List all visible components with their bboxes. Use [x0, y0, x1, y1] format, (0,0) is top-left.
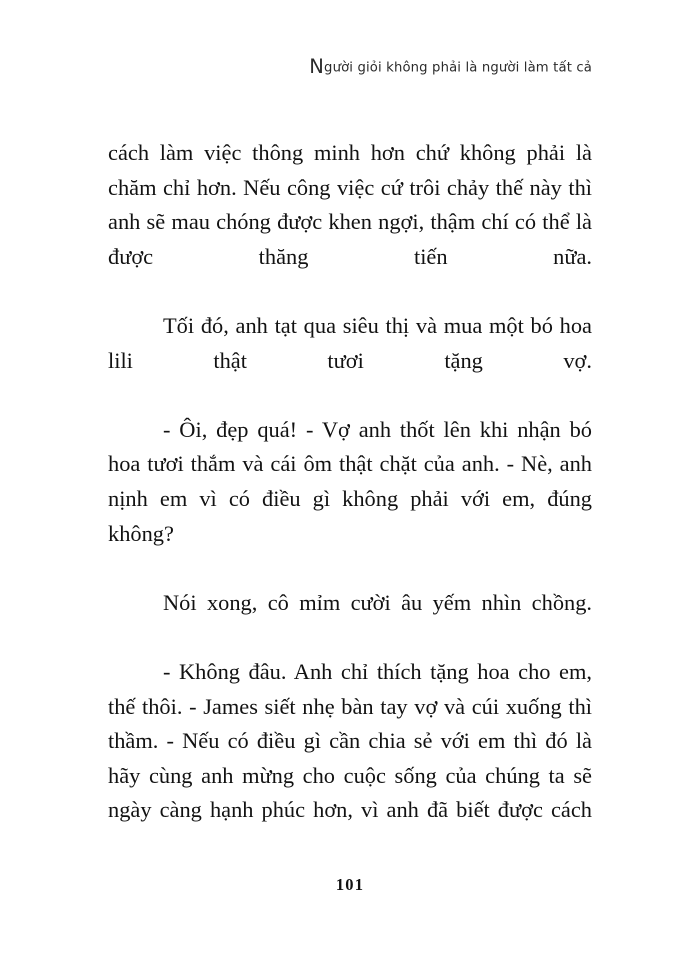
running-header-text: gười giỏi không phải là người làm tất cả [324, 60, 592, 76]
paragraph-1: cách làm việc thông minh hơn chứ không phải là chăm chỉ hơn. Nếu công việc cứ trôi chảy thế này thì anh sẽ mau chóng được khen ngợi, thậm chí có thể là được thăng tiến nữa. [108, 140, 592, 269]
running-header [108, 55, 592, 78]
paragraph-3: - Ôi, đẹp quá! - Vợ anh thốt lên khi nhận bó hoa tươi thắm và cái ôm thật chặt của anh. - Nè, anh nịnh em vì có điều gì không phải với em, đúng không? [108, 416, 592, 546]
running-header-initial: N [309, 55, 325, 78]
paragraph-5: - Không đâu. Anh chỉ thích tặng hoa cho em, thế thôi. - James siết nhẹ bàn tay vợ và cúi xuống thì thầm. - Nếu có điều gì cần chia sẻ với em thì đó là hãy cùng anh mừng cho cuộc sống của chúng ta sẽ ngày càng hạnh phúc hơn, vì anh đã biết được cách [108, 658, 592, 823]
paragraph-2: Tối đó, anh tạt qua siêu thị và mua một bó hoa lili thật tươi tặng vợ. [108, 312, 592, 373]
paragraph-4: Nói xong, cô mỉm cười âu yếm nhìn chồng. [163, 589, 592, 615]
page-number: 101 [335, 875, 365, 894]
body-text-block [108, 136, 592, 862]
